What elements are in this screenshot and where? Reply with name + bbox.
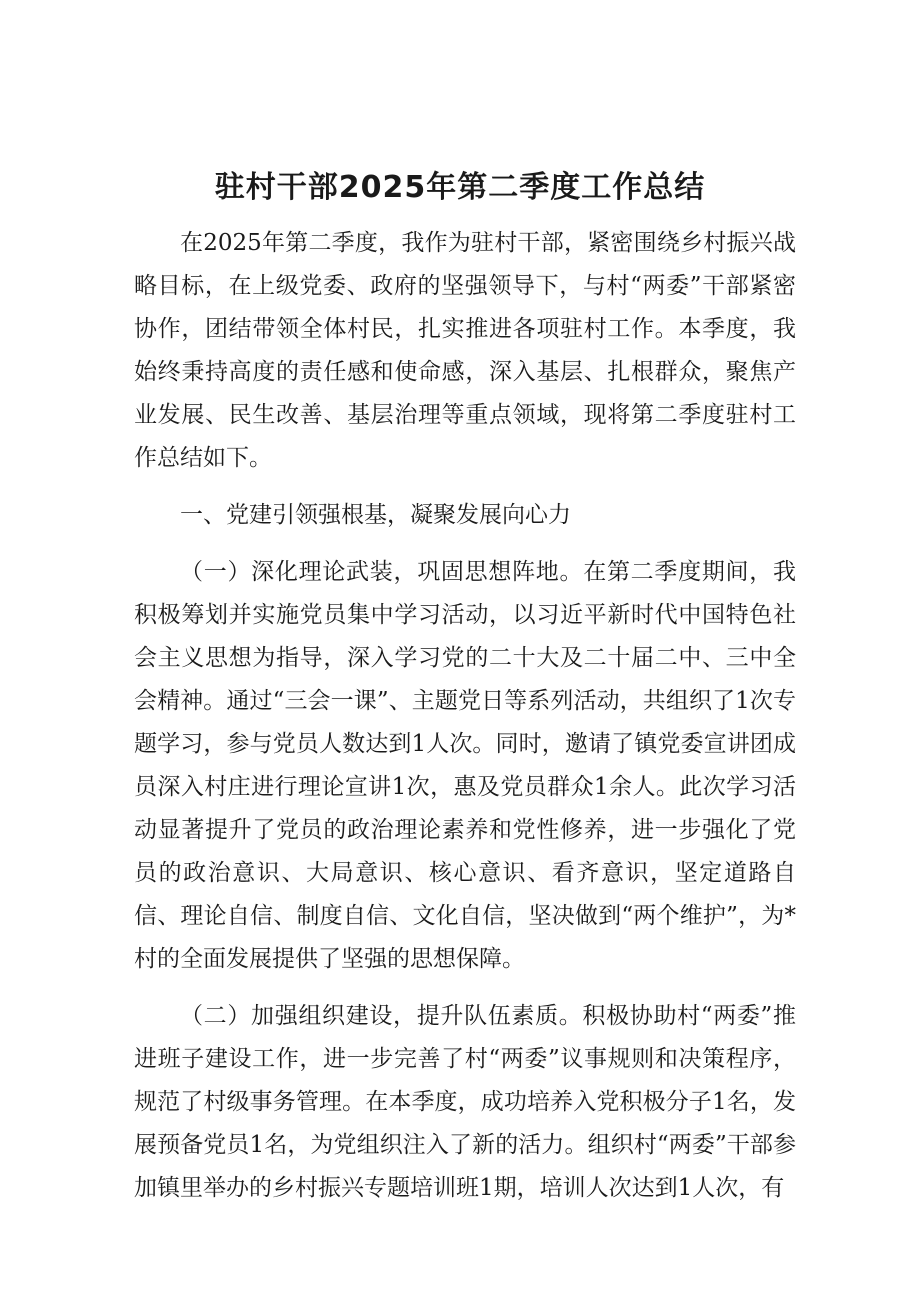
intro-paragraph: 在2025年第二季度，我作为驻村干部，紧密围绕乡村振兴战略目标，在上级党委、政府的坚强领导下，与村“两委”干部紧密协作，团结带领全体村民，扎实推进各项驻村工作。本季度，我始终秉持高度的责任感和使命感，深入基层、扎根群众，聚焦产业发展、民生改善、基层治理等重点领域，现将第二季度驻村工作总结如下。 [134,230,796,471]
document-title: 驻村干部2025年第二季度工作总结 [214,170,706,205]
section-heading-1: 一、党建引领强根基，凝聚发展向心力 [180,502,571,528]
document-body [134,222,796,1224]
subsection-paragraph-1: （一）深化理论武装，巩固思想阵地。在第二季度期间，我积极筹划并实施党员集中学习活动，以习近平新时代中国特色社会主义思想为指导，深入学习党的二十大及二十届二中、三中全会精神。通过“三会一课”、主题党日等系列活动，共组织了1次专题学习，参与党员人数达到1人次。同时，邀请了镇党委宣讲团成员深入村庄进行理论宣讲1次，惠及党员群众1余人。此次学习活动显著提升了党员的政治理论素养和党性修养，进一步强化了党员的政治意识、大局意识、核心意识、看齐意识，坚定道路自信、理论自信、制度自信、文化自信，坚决做到“两个维护”，为*村的全面发展提供了坚强的思想保障。 [134,559,796,972]
subsection-paragraph-2: （二）加强组织建设，提升队伍素质。积极协助村“两委”推进班子建设工作，进一步完善了村“两委”议事规则和决策程序，规范了村级事务管理。在本季度，成功培养入党积极分子1名，发展预备党员1名，为党组织注入了新的活力。组织村“两委”干部参加镇里举办的乡村振兴专题培训班1期，培训人次达到1人次，有 [134,1003,796,1201]
